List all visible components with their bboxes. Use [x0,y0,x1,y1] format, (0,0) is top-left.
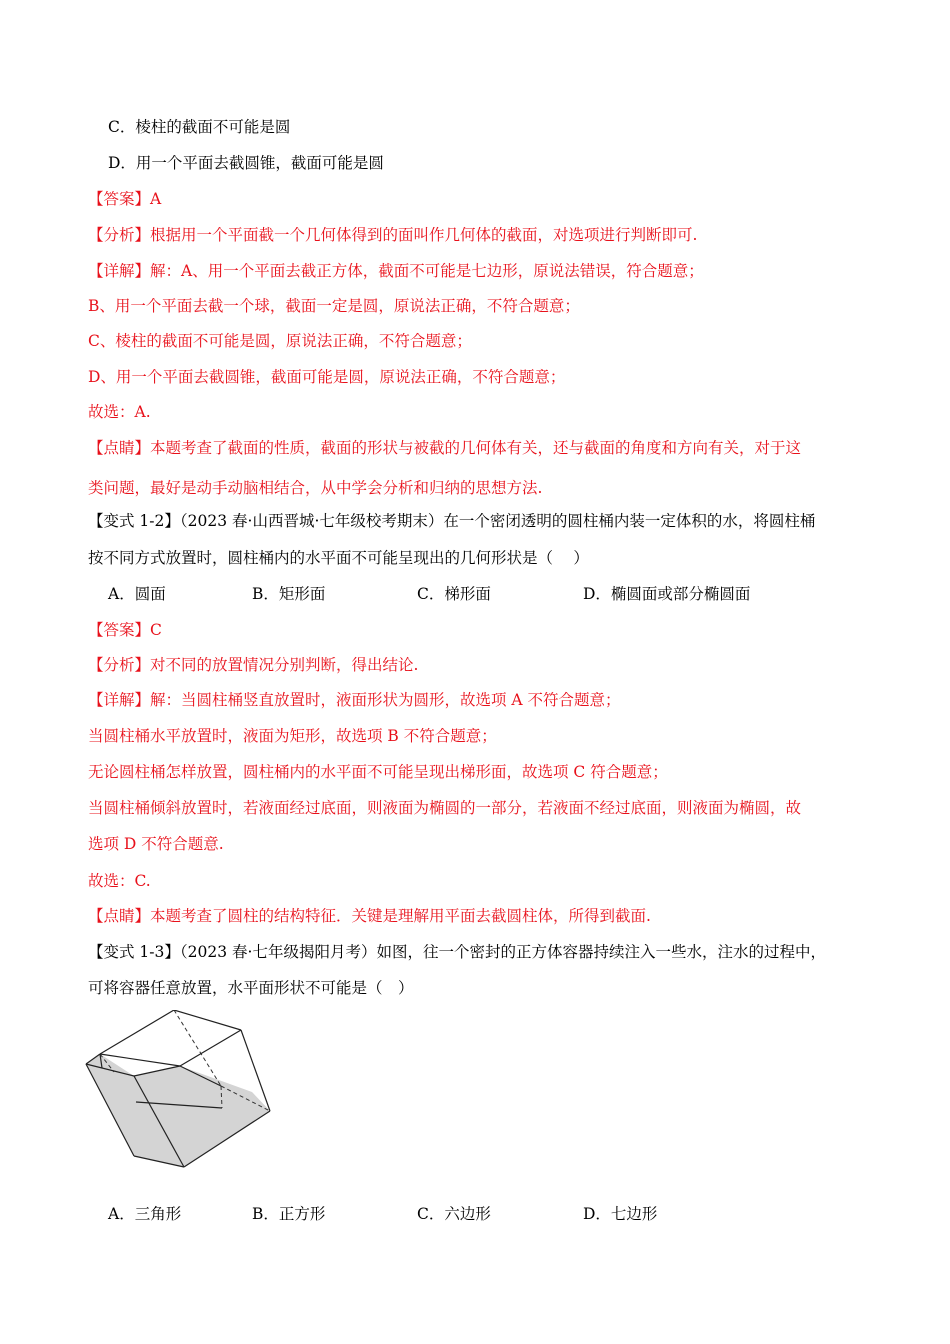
detail-line: C、棱柱的截面不可能是圆，原说法正确，不符合题意； [88,332,472,350]
detail-line: 【详解】解：当圆柱桶竖直放置时，液面形状为圆形，故选项 A 不符合题意； [88,691,621,709]
option-d: D．七边形 [583,1205,658,1223]
analysis: 【分析】对不同的放置情况分别判断，得出结论. [88,656,419,674]
option-c: C．六边形 [417,1205,491,1223]
detail-line: 当圆柱桶倾斜放置时，若液面经过底面，则液面为椭圆的一部分，若液面不经过底面，则液面为椭圆，故 [88,799,802,817]
detail-line: D、用一个平面去截圆锥，截面可能是圆，原说法正确，不符合题意； [88,368,566,386]
comment-line: 类问题，最好是动手动脑相结合，从中学会分析和归纳的思想方法. [88,479,543,497]
option-d: D．椭圆面或部分椭圆面 [583,585,751,603]
answer: 【答案】A [88,190,162,208]
analysis: 【分析】根据用一个平面截一个几何体得到的面叫作几何体的截面，对选项进行判断即可. [88,226,698,244]
cube-water-figure [84,1010,276,1174]
option-a: A．三角形 [108,1205,182,1223]
detail-line: 无论圆柱桶怎样放置，圆柱桶内的水平面不可能呈现出梯形面，故选项 C 符合题意； [88,763,668,781]
option-c: C．梯形面 [417,585,491,603]
choose-line: 故选：A. [88,403,151,421]
question-stem: 按不同方式放置时，圆柱桶内的水平面不可能呈现出的几何形状是（ ） [88,549,589,567]
option-c: C．棱柱的截面不可能是圆 [108,118,291,136]
option-d: D．用一个平面去截圆锥，截面可能是圆 [108,154,384,172]
option-a: A．圆面 [108,585,166,603]
detail-line: B、用一个平面去截一个球，截面一定是圆，原说法正确，不符合题意； [88,297,580,315]
answer: 【答案】C [88,621,162,639]
question-stem: 可将容器任意放置，水平面形状不可能是（ ） [88,979,414,997]
option-b: B．矩形面 [252,585,326,603]
detail-line: 选项 D 不符合题意. [88,835,224,853]
option-b: B．正方形 [252,1205,326,1223]
question-stem: 【变式 1-2】（2023 春·山西晋城·七年级校考期末）在一个密闭透明的圆柱桶内装一定体积的水，将圆柱桶 [88,512,816,530]
detail-line: 【详解】解：A、用一个平面去截正方体，截面不可能是七边形，原说法错误，符合题意； [88,262,704,280]
comment-line: 【点睛】本题考查了圆柱的结构特征．关键是理解用平面去截圆柱体，所得到截面. [88,907,651,925]
comment-line: 【点睛】本题考查了截面的性质，截面的形状与被截的几何体有关，还与截面的角度和方向有关，对于这 [88,439,802,457]
choose-line: 故选：C. [88,872,151,890]
detail-line: 当圆柱桶水平放置时，液面为矩形，故选项 B 不符合题意； [88,727,497,745]
question-stem: 【变式 1-3】（2023 春·七年级揭阳月考）如图，往一个密封的正方体容器持续注入一些水，注水的过程中， [88,943,826,961]
